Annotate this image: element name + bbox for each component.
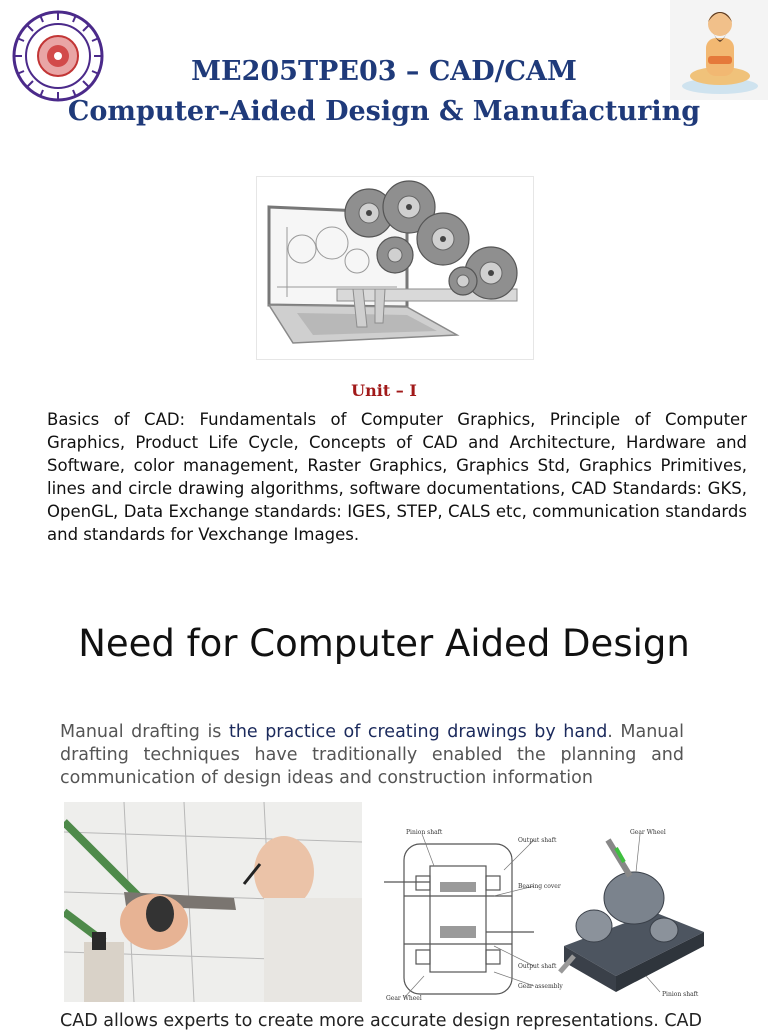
label-pinion-shaft: Pinion shaft [406, 829, 443, 836]
course-title-heading: Computer-Aided Design & Manufacturing [67, 96, 701, 127]
manual-drafting-paragraph [60, 721, 684, 790]
para-start: Manual drafting is [60, 722, 229, 742]
label-pinion-shaft-2: Pinion shaft [662, 991, 699, 998]
label-output-shaft: Output shaft [518, 837, 557, 844]
label-bearing-cover: Bearing cover [518, 883, 561, 890]
label-gear-wheel: Gear Wheel [630, 829, 666, 836]
manual-drafting-photo [64, 802, 362, 1002]
section-title: Need for Computer Aided Design [78, 622, 690, 665]
para-end: . Manual drafting techniques have traditionally enabled the planning and communication of design ideas and construction information [60, 722, 684, 788]
unit-label: Unit – I [351, 381, 417, 400]
label-output-shaft-2: Output shaft [518, 963, 557, 970]
unit-syllabus-text: Basics of CAD: Fundamentals of Computer Graphics, Principle of Computer Graphics, Product Life Cycle, Concepts of CAD and Architecture, Hardware and Software, color management, Raster Graphics, Graphics Std, Graphics Primitives, lines and circle drawing algorithms, software documentations, CAD Standards: GKS, OpenGL, Data Exchange standards: IGES, STEP, CALS etc, communication standards and standards for Vexchange Images. [47, 410, 747, 544]
label-gear-wheel-2: Gear Wheel [386, 995, 422, 1002]
cad-laptop-gears-image [256, 176, 534, 360]
para-emphasis: the practice of creating drawings by hand [228, 722, 608, 742]
cad-benefit-text: CAD allows experts to create more accurate design representations. CAD [60, 1011, 702, 1031]
gearbox-diagram [384, 826, 720, 1002]
label-gear-assembly: Gear assembly [518, 983, 563, 990]
course-code-heading: ME205TPE03 – CAD/CAM [191, 56, 577, 87]
